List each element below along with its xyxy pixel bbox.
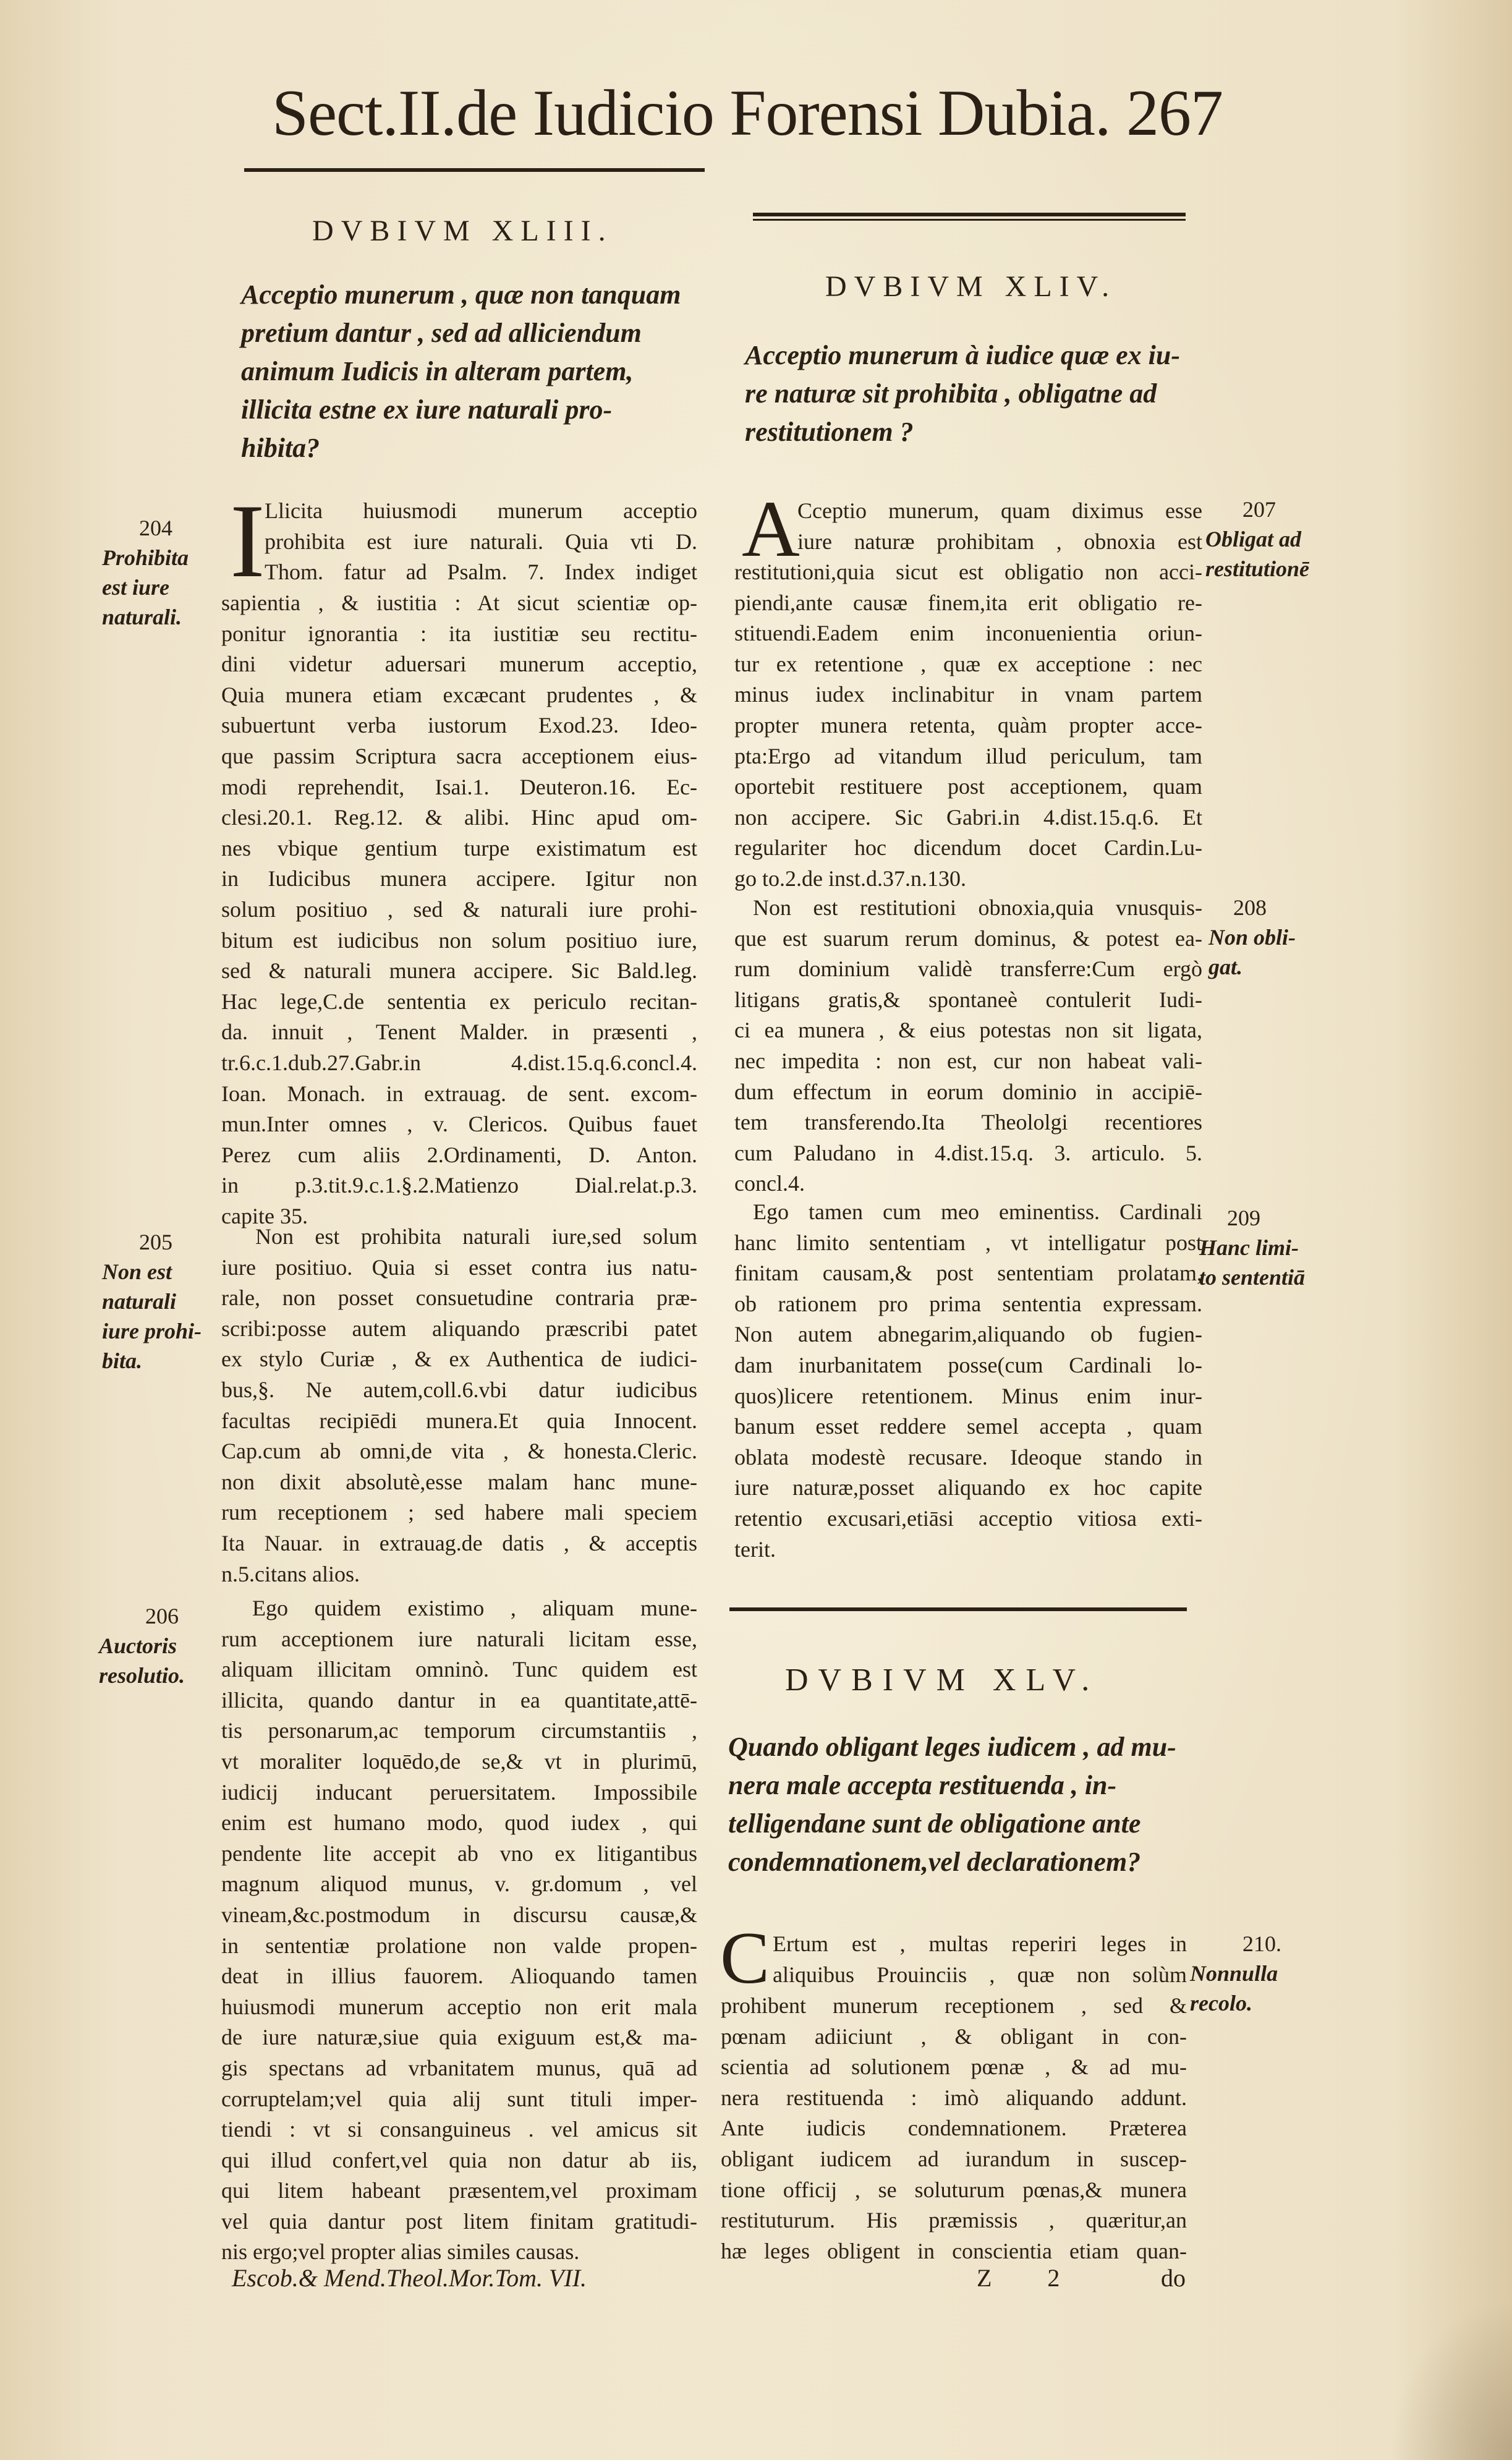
text-line: tr.6.c.1.dub.27.Gabr.in 4.dist.15.q.6.concl.4. xyxy=(221,1050,697,1075)
running-head: Sect.II.de Iudicio Forensi Dubia. 267 xyxy=(272,77,1223,149)
question-line: re naturæ sit prohibita , obligatne ad xyxy=(745,378,1157,409)
text-line: ob rationem pro prima sententia expressam. xyxy=(734,1291,1202,1316)
text-line: iudicij inducant peruersitatem. Impossibile xyxy=(221,1779,697,1805)
text-line: concl.4. xyxy=(734,1171,805,1196)
question-line: pretium dantur , sed ad alliciendum xyxy=(241,318,642,348)
text-line: finitam causam,& post sententiam prolatam, xyxy=(734,1261,1202,1286)
text-line: oportebit restituere post acceptionem, quam xyxy=(734,774,1202,799)
drop-cap-I: I xyxy=(230,483,265,599)
text-line: capite 35. xyxy=(221,1203,308,1228)
question-line: restitutionem ? xyxy=(745,417,914,447)
text-line: banum esset reddere semel accepta , quam xyxy=(734,1414,1202,1439)
text-line: tem transferendo.Ita Theololgi recentiores xyxy=(734,1110,1202,1135)
text-line: non dixit absolutè,esse malam hanc mune- xyxy=(221,1469,697,1494)
text-line: Thom. fatur ad Psalm. 7. Index indiget xyxy=(265,560,697,585)
question-line: nera male accepta restituenda , in- xyxy=(728,1770,1117,1800)
text-line: Non est prohibita naturali iure,sed solum xyxy=(255,1224,697,1249)
text-line: Ioan. Monach. in extrauag. de sent. excom- xyxy=(221,1081,697,1106)
text-line: vel quia dantur post litem finitam gratitudi- xyxy=(221,2208,697,2234)
text-line: pta:Ergo ad vitandum illud periculum, tam xyxy=(734,743,1202,768)
text-line: qui litem habeant præsentem,vel proximam xyxy=(221,2178,697,2203)
text-line: nera restituenda : imò aliquando addunt. xyxy=(721,2085,1187,2110)
text-line: sapientia , & iustitia : At sicut scientiæ op- xyxy=(221,590,697,615)
text-line: ex stylo Curiæ , & ex Authentica de iudici- xyxy=(221,1347,697,1372)
text-line: restituturum. His præmissis , quæritur,an xyxy=(721,2208,1187,2233)
margin-note-number: 206 xyxy=(145,1604,179,1628)
sheet-signature: Z 2 xyxy=(977,2264,1085,2292)
left-col-para-3 xyxy=(221,1593,697,2268)
dubium-45-heading: DVBIVM XLV. xyxy=(785,1662,1100,1698)
text-line: piendi,ante causæ finem,ita erit obligatio re- xyxy=(734,590,1202,615)
right-col-para-3 xyxy=(734,1197,1202,1565)
text-line: litigans gratis,& spontaneè contulerit Iudi- xyxy=(734,987,1202,1012)
page-corner-shadow xyxy=(1388,2299,1512,2460)
text-line: enim est humano modo, quod iudex , qui xyxy=(221,1810,697,1836)
margin-note-line: restitutionē xyxy=(1205,556,1310,581)
dubium-45-question xyxy=(728,1728,1204,1881)
rule-above-dubium45 xyxy=(729,1607,1187,1611)
right-col-para-2 xyxy=(734,893,1202,1199)
text-line: magnum aliquod munus, v. gr.domum , vel xyxy=(221,1871,697,1897)
text-line: hæ leges obligent in conscientia etiam quan- xyxy=(721,2238,1187,2263)
text-line: mun.Inter omnes , v. Clericos. Quibus fauet xyxy=(221,1112,697,1137)
text-line: bus,§. Ne autem,coll.6.vbi datur iudicibus xyxy=(221,1377,697,1402)
text-line: in p.3.tit.9.c.1.§.2.Matienzo Dial.relat.p.3. xyxy=(221,1173,697,1198)
text-line: Non est restitutioni obnoxia,quia vnusquis- xyxy=(753,895,1202,920)
text-line: aliquibus Prouinciis , quæ non solùm xyxy=(773,1962,1187,1987)
text-line: n.5.citans alios. xyxy=(221,1561,360,1586)
text-line: huiusmodi munerum acceptio non erit mala xyxy=(221,1994,697,2019)
text-line: Perez cum aliis 2.Ordinamenti, D. Anton. xyxy=(221,1142,697,1167)
text-line: oblata modestè recusare. Ideoque stando in xyxy=(734,1444,1202,1470)
text-line: dam inurbanitatem posse(cum Cardinali lo- xyxy=(734,1352,1202,1377)
margin-note-line: est iure xyxy=(102,575,170,600)
margin-note-number: 205 xyxy=(139,1230,172,1254)
dubium-43-question xyxy=(241,276,711,467)
text-line: vineam,&c.postmodum in discursu causæ,& xyxy=(221,1902,697,1927)
right-col-para-1 xyxy=(734,557,1202,895)
text-line: gis spectans ad vrbanitatem munus, quā ad xyxy=(221,2055,697,2080)
margin-note-number: 207 xyxy=(1242,497,1276,522)
header-rule-left xyxy=(244,168,705,172)
text-line: ponitur ignorantia : ita iustitiæ seu rectitu- xyxy=(221,621,697,646)
text-line: clesi.20.1. Reg.12. & alibi. Hinc apud om- xyxy=(221,805,697,830)
rule-above-dubium44 xyxy=(753,213,1186,216)
margin-note-number: 210. xyxy=(1242,1931,1281,1956)
margin-note-line: bita. xyxy=(102,1348,143,1373)
margin-note-line: to sententiā xyxy=(1199,1265,1306,1290)
text-line: Ego quidem existimo , aliquam mune- xyxy=(252,1596,697,1620)
text-line: rum dominium validè transferre:Cum ergò xyxy=(734,956,1202,982)
text-line: facultas recipiēdi munera.Et quia Innocent. xyxy=(221,1408,697,1433)
text-line: rum acceptionem iure naturali licitam esse, xyxy=(221,1626,697,1651)
text-line: scribi:posse autem aliquando præscribi patet xyxy=(221,1316,697,1341)
margin-note-line: Non obli- xyxy=(1208,925,1296,950)
text-line: Llicita huiusmodi munerum acceptio xyxy=(265,498,697,523)
text-line: retentio excusari,etiāsi acceptio vitiosa exti- xyxy=(734,1505,1202,1531)
text-line: pœnam adiiciunt , & obligant in con- xyxy=(721,2024,1187,2049)
text-line: deat in illius fauorem. Alioquando tamen xyxy=(221,1964,697,1989)
text-line: sed & naturali munera accipere. Sic Bald.leg. xyxy=(221,958,697,984)
catchword: do xyxy=(1161,2264,1186,2292)
text-line: solum positiuo , sed & naturali iure prohi- xyxy=(221,896,697,922)
question-line: hibita? xyxy=(241,433,320,463)
margin-note-line: Auctoris xyxy=(99,1633,177,1658)
text-line: nes vbique gentium turpe existimatum est xyxy=(221,835,697,861)
text-line: tur ex retentione , quæ ex acceptione : nec xyxy=(734,651,1202,676)
text-line: in sententiæ prolatione non valde propen- xyxy=(221,1933,697,1958)
text-line: bitum est iudicibus non solum positiuo iure, xyxy=(221,927,697,953)
margin-note-line: naturali. xyxy=(102,605,182,629)
text-line: Hac lege,C.de sententia ex periculo recitan- xyxy=(221,989,697,1014)
text-line: rum receptionem ; sed habere mali speciem xyxy=(221,1500,697,1525)
question-line: Acceptio munerum , quæ non tanquam xyxy=(241,279,681,310)
drop-cap-A: A xyxy=(742,485,800,574)
text-line: Cap.cum ab omni,de vita , & honesta.Cleric. xyxy=(221,1439,697,1464)
question-line: animum Iudicis in alteram partem, xyxy=(241,356,634,386)
text-line: qui illud confert,vel quia non datur ab iis, xyxy=(221,2147,697,2173)
text-line: scientia ad solutionem pœnæ , & ad mu- xyxy=(721,2054,1187,2080)
text-line: illicita, quando dantur in ea quantitate,attē- xyxy=(221,1687,697,1713)
drop-cap-C: C xyxy=(720,1917,770,1999)
text-line: go to.2.de inst.d.37.n.130. xyxy=(734,866,966,891)
text-line: aliquam illicitam omninò. Tunc quidem est xyxy=(221,1657,697,1682)
text-line: rale, non posset consuetudine contraria præ- xyxy=(221,1285,697,1311)
margin-note-number: 208 xyxy=(1233,895,1267,920)
text-line: dum effectum in eorum dominio in accipiē- xyxy=(734,1079,1202,1104)
margin-note-line: Nonnulla xyxy=(1190,1961,1278,1986)
right-col-para-4 xyxy=(721,1991,1187,2266)
text-line: restitutioni,quia sicut est obligatio non acci- xyxy=(734,560,1202,584)
margin-note-208 xyxy=(1208,893,1296,982)
text-line: regulariter hoc dicendum docet Cardin.Lu- xyxy=(734,835,1202,861)
left-col-para-1-head xyxy=(265,496,697,588)
text-line: Non autem abnegarim,aliquando ob fugien- xyxy=(734,1322,1202,1347)
margin-note-206 xyxy=(99,1601,185,1690)
margin-note-line: Prohibita xyxy=(102,545,189,570)
margin-note-210 xyxy=(1190,1929,1281,2018)
margin-note-number: 204 xyxy=(139,516,172,540)
dubium-43-heading: DVBIVM XLIII. xyxy=(312,215,613,247)
text-line: prohibent munerum receptionem , sed & xyxy=(721,1993,1187,2018)
margin-note-line: Hanc limi- xyxy=(1199,1235,1299,1260)
dubium-44-question xyxy=(745,336,1215,451)
text-line: ci ea munera , & eius potestas non sit ligata, xyxy=(734,1018,1202,1043)
margin-note-209 xyxy=(1199,1203,1305,1292)
text-line: Ante iudicis condemnationem. Præterea xyxy=(721,2116,1187,2141)
text-line: tione officij , se soluturum pœnas,& munera xyxy=(721,2177,1187,2202)
text-line: terit. xyxy=(734,1536,776,1562)
margin-note-line: gat. xyxy=(1208,955,1243,979)
margin-note-line: iure prohi- xyxy=(102,1319,202,1343)
text-line: dini videtur aduersari munerum acceptio, xyxy=(221,652,697,677)
text-line: Ertum est , multas reperiri leges in xyxy=(773,1931,1187,1956)
text-line: nec impedita : non est, cur non habeat vali- xyxy=(734,1048,1202,1073)
text-line: tis personarum,ac temporum circumstantiis , xyxy=(221,1718,697,1743)
text-line: stituendi.Eadem enim inconuenientia oriun- xyxy=(734,621,1202,646)
text-line: non accipere. Sic Gabri.in 4.dist.15.q.6. Et xyxy=(734,804,1202,830)
question-line: illicita estne ex iure naturali pro- xyxy=(241,394,613,425)
text-line: nis ergo;vel propter alias similes causas. xyxy=(221,2239,580,2265)
text-line: de iure naturæ,siue quia exiguum est,& ma- xyxy=(221,2025,697,2050)
text-line: tiendi : vt si consanguineus . vel amicus sit xyxy=(221,2117,697,2142)
margin-note-line: resolutio. xyxy=(99,1663,185,1688)
text-line: propter munera retenta, quàm propter acce- xyxy=(734,712,1202,738)
text-line: subuertunt verba iustorum Exod.23. Ideo- xyxy=(221,713,697,738)
margin-note-line: Obligat ad xyxy=(1205,527,1302,551)
margin-note-207 xyxy=(1205,495,1309,584)
text-line: pendente lite accepit ab vno ex litigantibus xyxy=(221,1841,697,1866)
left-col-para-1 xyxy=(221,588,697,1232)
text-line: corruptelam;vel quia alij sunt tituli imper- xyxy=(221,2086,697,2111)
text-line: que passim Scriptura sacra acceptionem eius- xyxy=(221,743,697,768)
text-line: minus iudex inclinabitur in vnam partem xyxy=(734,682,1202,707)
right-col-para-4-head xyxy=(773,1929,1187,1990)
margin-note-line: naturali xyxy=(102,1289,177,1314)
question-line: Acceptio munerum à iudice quæ ex iu- xyxy=(745,340,1180,370)
margin-note-line: Non est xyxy=(102,1259,172,1284)
left-col-para-2 xyxy=(221,1222,697,1590)
margin-note-line: recolo. xyxy=(1190,1991,1252,2015)
text-line: obligant iudicem ad iurandum in suscep- xyxy=(721,2146,1187,2171)
text-line: prohibita est iure naturali. Quia vti D. xyxy=(265,529,697,554)
text-line: Quia munera etiam excæcant prudentes , & xyxy=(221,682,697,707)
margin-note-204 xyxy=(102,513,189,632)
text-line: cum Paludano in 4.dist.15.q. 3. articulo. 5. xyxy=(734,1140,1202,1165)
text-line: vt moraliter loquēdo,de se,& vt in plurimū, xyxy=(221,1748,697,1774)
right-col-para-1-head xyxy=(797,496,1202,557)
margin-note-number: 209 xyxy=(1227,1206,1260,1230)
text-line: Cceptio munerum, quam diximus esse xyxy=(797,498,1202,523)
text-line: iure naturæ prohibitam , obnoxia est xyxy=(797,529,1202,554)
text-line: iure positiuo. Quia si esset contra ius natu- xyxy=(221,1254,697,1280)
question-line: telligendane sunt de obligatione ante xyxy=(728,1808,1141,1839)
text-line: que est suarum rerum dominus, & potest ea- xyxy=(734,926,1202,951)
text-line: in Iudicibus munera accipere. Igitur non xyxy=(221,866,697,892)
footer-signature-line: Escob.& Mend.Theol.Mor.Tom. VII. xyxy=(232,2264,587,2292)
text-line: modi reprehendit, Isai.1. Deuteron.16. Ec- xyxy=(221,774,697,799)
dubium-44-heading: DVBIVM XLIV. xyxy=(825,270,1117,303)
text-line: Ita Nauar. in extrauag.de datis , & acceptis xyxy=(221,1530,697,1556)
question-line: condemnationem,vel declarationem? xyxy=(728,1847,1141,1877)
rule-above-dubium44-thin xyxy=(753,219,1186,221)
question-line: Quando obligant leges iudicem , ad mu- xyxy=(728,1732,1176,1762)
text-line: da. innuit , Tenent Malder. in præsenti , xyxy=(221,1019,697,1045)
margin-note-205 xyxy=(102,1227,202,1376)
text-line: hanc limito sententiam , vt intelligatur post xyxy=(734,1230,1202,1255)
text-line: quos)licere retentionem. Minus enim inur- xyxy=(734,1383,1202,1408)
text-line: Ego tamen cum meo eminentiss. Cardinali xyxy=(753,1199,1202,1224)
text-line: iure naturæ,posset aliquando ex hoc capite xyxy=(734,1475,1202,1500)
